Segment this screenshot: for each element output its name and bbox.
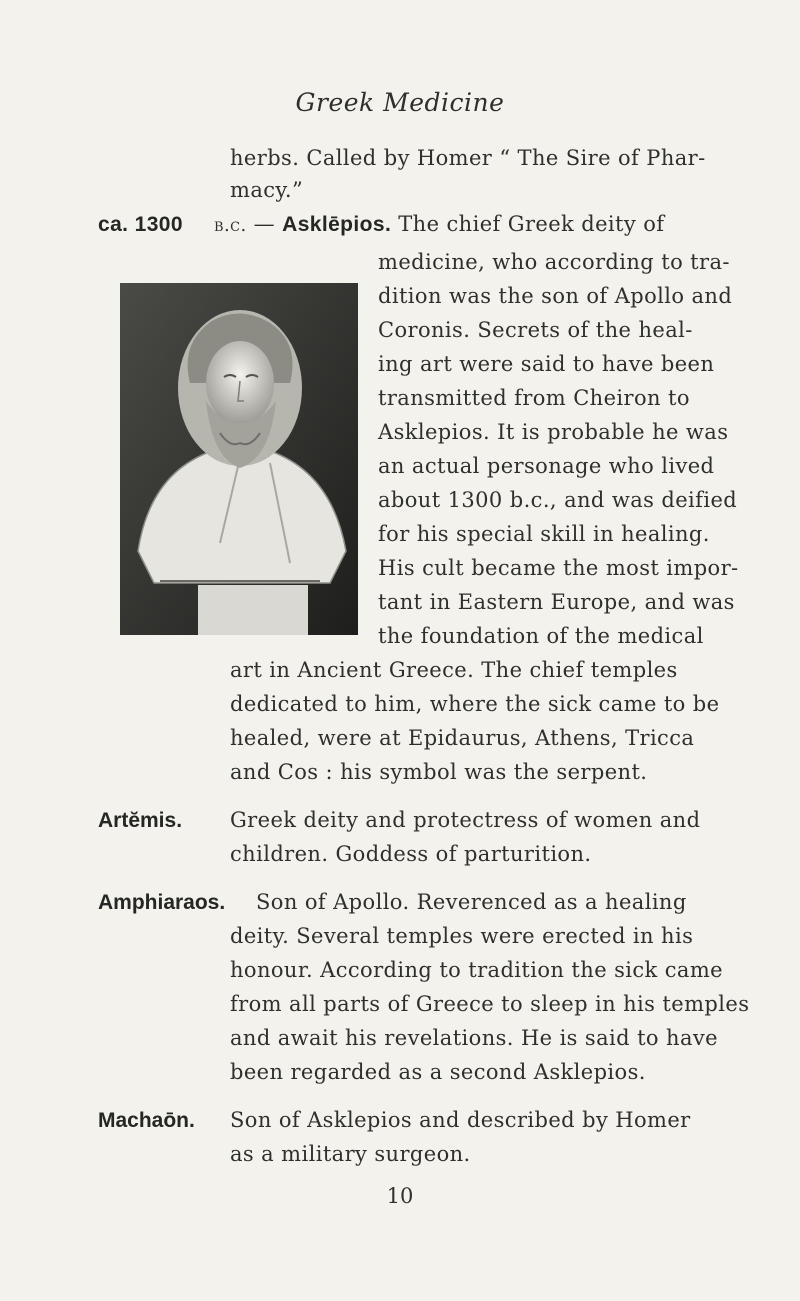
amphiaraos-line-4: from all parts of Greece to sleep in his temples: [230, 992, 750, 1016]
asklepios-line-6: transmitted from Cheiron to: [378, 386, 690, 410]
asklepios-line-9: about 1300 b.c., and was deified: [378, 488, 738, 512]
date-label: ca. 1300: [98, 213, 183, 236]
amphiaraos-line-5: and await his revelations. He is said to have: [230, 1026, 718, 1050]
asklepios-line-13: the foundation of the medical: [378, 624, 704, 648]
asklepios-line-11: His cult became the most impor-: [378, 556, 739, 580]
asklepios-line-2: medicine, who according to tra-: [378, 250, 730, 274]
running-head: Greek Medicine: [295, 88, 505, 117]
asklepios-line-14: art in Ancient Greece. The chief temples: [230, 658, 678, 682]
amphiaraos-term: Amphiaraos.: [98, 891, 226, 914]
date-era: b.c.: [214, 215, 247, 236]
machaon-line-2: as a military surgeon.: [230, 1142, 471, 1166]
artemis-line-2: children. Goddess of parturition.: [230, 842, 592, 866]
asklepios-line-16: healed, were at Epidaurus, Athens, Tricca: [230, 726, 695, 750]
asklepios-line-7: Asklepios. It is probable he was: [378, 420, 729, 444]
artemis-line-1: Greek deity and protectress of women and: [230, 808, 701, 832]
asklepios-bust-image: [120, 283, 358, 635]
amphiaraos-line-3: honour. According to tradition the sick came: [230, 958, 723, 982]
asklepios-line-15: dedicated to him, where the sick came to be: [230, 692, 720, 716]
pharmacy-text-line-1: herbs. Called by Homer “ The Sire of Phar-: [230, 146, 706, 170]
amphiaraos-line-6: been regarded as a second Asklepios.: [230, 1060, 646, 1084]
artemis-term: Artĕmis.: [98, 809, 183, 832]
machaon-line-1: Son of Asklepios and described by Homer: [230, 1108, 691, 1132]
asklepios-line-17: and Cos : his symbol was the serpent.: [230, 760, 648, 784]
asklepios-line-12: tant in Eastern Europe, and was: [378, 590, 735, 614]
page-number: 10: [386, 1184, 414, 1208]
asklepios-line-8: an actual personage who lived: [378, 454, 715, 478]
asklepios-line-5: ing art were said to have been: [378, 352, 715, 376]
pharmacy-text-line-2: macy.”: [230, 178, 304, 202]
amphiaraos-line-2: deity. Several temples were erected in his: [230, 924, 694, 948]
asklepios-heading-line: [98, 214, 664, 235]
asklepios-line-10: for his special skill in healing.: [378, 522, 710, 546]
dash: —: [246, 212, 283, 236]
asklepios-line-1: The chief Greek deity of: [398, 212, 665, 236]
asklepios-term: Asklēpios.: [282, 213, 392, 236]
machaon-term: Machaōn.: [98, 1109, 195, 1132]
asklepios-line-4: Coronis. Secrets of the heal-: [378, 318, 693, 342]
asklepios-line-3: dition was the son of Apollo and: [378, 284, 733, 308]
amphiaraos-line-1: Son of Apollo. Reverenced as a healing: [256, 890, 687, 914]
